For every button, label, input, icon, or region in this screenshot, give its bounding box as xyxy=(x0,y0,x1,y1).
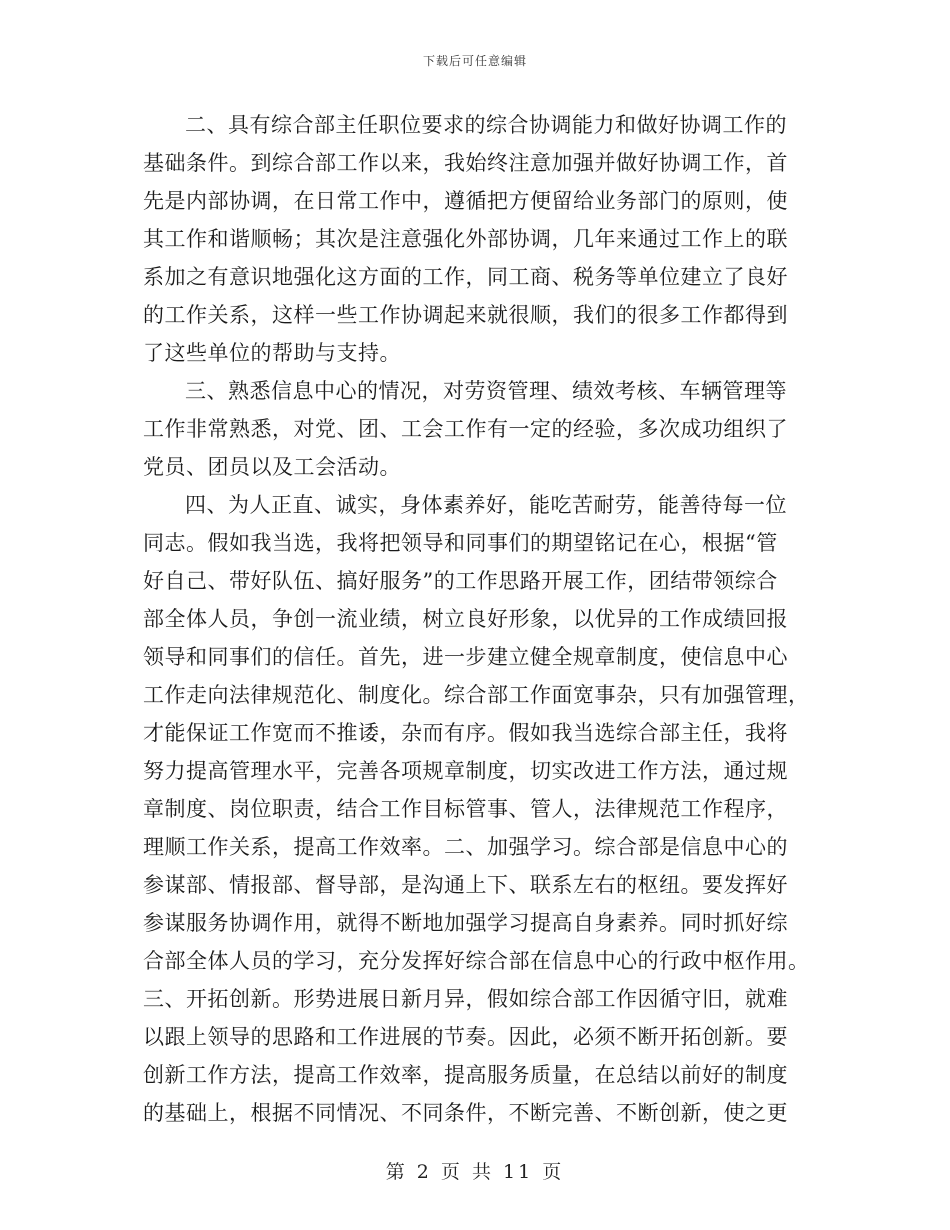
paragraph-line: 努力提高管理水平，完善各项规章制度，切实改进工作方法，通过规 xyxy=(143,759,788,783)
paragraph-line: 的基础上，根据不同情况、不同条件，不断完善、不断创新，使之更 xyxy=(143,1101,788,1125)
paragraph-line: 参谋部、情报部、督导部，是沟通上下、联系左右的枢纽。要发挥好 xyxy=(143,873,788,897)
paragraph-line: 部全体人员，争创一流业绩，树立良好形象，以优异的工作成绩回报 xyxy=(143,607,788,631)
paragraph-line: 才能保证工作宽而不推诿，杂而有序。假如我当选综合部主任，我将 xyxy=(143,721,788,745)
paragraph-line: 三、熟悉信息中心的情况，对劳资管理、绩效考核、车辆管理等 xyxy=(185,379,787,403)
paragraph-line: 同志。假如我当选，我将把领导和同事们的期望铭记在心，根据“管 xyxy=(143,531,778,555)
paragraph-line: 系加之有意识地强化这方面的工作，同工商、税务等单位建立了良好 xyxy=(143,265,788,289)
paragraph-line: 四、为人正直、诚实，身体素养好，能吃苦耐劳，能善待每一位 xyxy=(185,493,787,517)
paragraph-line: 工作非常熟悉，对党、团、工会工作有一定的经验，多次成功组织了 xyxy=(143,417,788,441)
paragraph-line: 三、开拓创新。形势进展日新月异，假如综合部工作因循守旧，就难 xyxy=(143,987,788,1011)
paragraph-line: 基础条件。到综合部工作以来，我始终注意加强并做好协调工作，首 xyxy=(143,151,788,175)
body-text xyxy=(143,106,810,1132)
paragraph-line: 参谋服务协调作用，就得不断地加强学习提高自身素养。同时抓好综 xyxy=(143,911,788,935)
paragraph-line: 以跟上领导的思路和工作进展的节奏。因此，必须不断开拓创新。要 xyxy=(143,1025,788,1049)
paragraph-line: 创新工作方法，提高工作效率，提高服务质量，在总结以前好的制度 xyxy=(143,1063,788,1087)
paragraph-line: 理顺工作关系，提高工作效率。二、加强学习。综合部是信息中心的 xyxy=(143,835,788,859)
paragraph-line: 的工作关系，这样一些工作协调起来就很顺，我们的很多工作都得到 xyxy=(143,303,788,327)
paragraph-line: 二、具有综合部主任职位要求的综合协调能力和做好协调工作的 xyxy=(185,113,787,137)
page-header: 下载后可任意编辑 xyxy=(422,54,527,68)
page-number: 第 2 页 共 11 页 xyxy=(385,1161,565,1183)
paragraph-line: 合部全体人员的学习，充分发挥好综合部在信息中心的行政中枢作用。 xyxy=(143,949,810,973)
paragraph-line: 领导和同事们的信任。首先，进一步建立健全规章制度，使信息中心 xyxy=(143,645,788,669)
paragraph-line: 章制度、岗位职责，结合工作目标管事、管人，法律规范工作程序， xyxy=(143,797,788,821)
paragraph-line: 了这些单位的帮助与支持。 xyxy=(143,341,401,365)
paragraph-line: 好自己、带好队伍、搞好服务”的工作思路开展工作，团结带领综合 xyxy=(143,569,778,593)
paragraph-line: 党员、团员以及工会活动。 xyxy=(143,455,401,479)
paragraph-line: 工作走向法律规范化、制度化。综合部工作面宽事杂，只有加强管理， xyxy=(143,683,810,707)
paragraph-line: 先是内部协调，在日常工作中，遵循把方便留给业务部门的原则，使 xyxy=(143,189,788,213)
paragraph-line: 其工作和谐顺畅；其次是注意强化外部协调，几年来通过工作上的联 xyxy=(143,227,788,251)
